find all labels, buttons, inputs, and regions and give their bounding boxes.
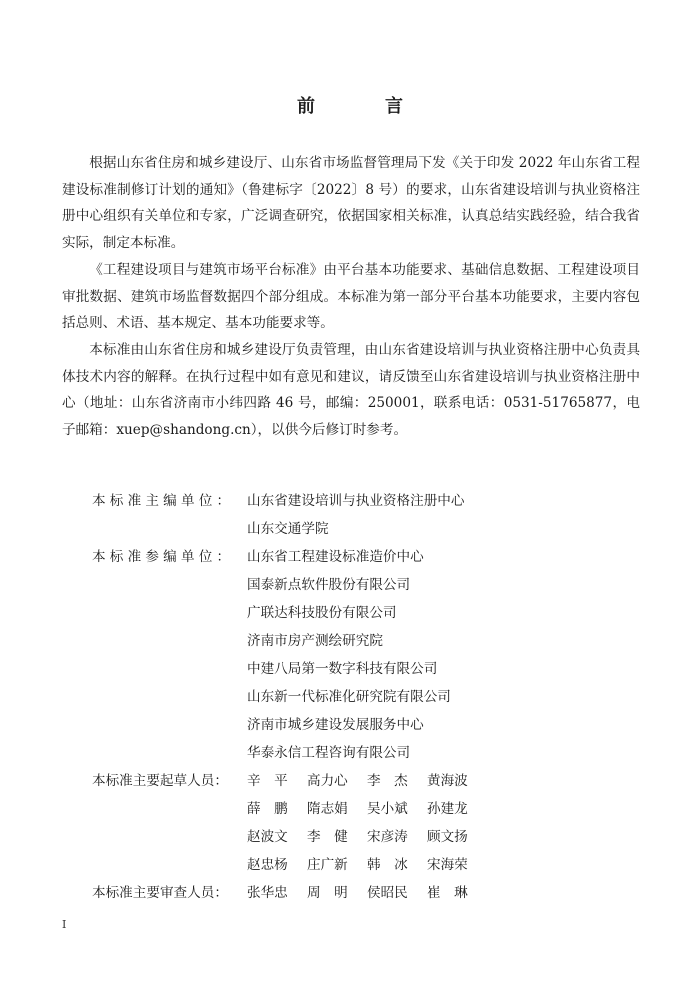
drafter-name: 李 健 xyxy=(307,829,348,845)
reviewer-name: 张华忠 xyxy=(247,885,288,901)
page-number: I xyxy=(62,918,67,931)
name-group xyxy=(247,767,487,795)
participating-unit: 国泰新点软件股份有限公司 xyxy=(247,577,411,593)
drafter-name: 辛 平 xyxy=(247,773,288,789)
drafters-row xyxy=(92,795,652,823)
drafters-row xyxy=(92,851,652,879)
reviewer-name: 周 明 xyxy=(307,885,348,901)
participating-unit-row xyxy=(92,683,652,711)
drafter-name: 庄广新 xyxy=(307,857,348,873)
drafter-name: 顾文扬 xyxy=(427,829,468,845)
participating-unit-row xyxy=(92,739,652,767)
reviewers-row xyxy=(92,879,652,907)
drafter-name: 赵波文 xyxy=(247,829,288,845)
chief-unit: 山东省建设培训与执业资格注册中心 xyxy=(247,493,465,509)
participating-unit: 中建八局第一数字科技有限公司 xyxy=(247,661,438,677)
drafter-name: 宋海荣 xyxy=(427,857,468,873)
reviewers-label: 本标准主要审查人员： xyxy=(92,885,228,901)
participating-unit: 济南市房产测绘研究院 xyxy=(247,633,383,649)
reviewer-name: 侯昭民 xyxy=(367,885,408,901)
drafters-row xyxy=(92,823,652,851)
drafter-name: 吴小斌 xyxy=(367,801,408,817)
name-group xyxy=(247,879,487,907)
participating-unit: 广联达科技股份有限公司 xyxy=(247,605,397,621)
paragraph-2: 《工程建设项目与建筑市场平台标准》由平台基本功能要求、基础信息数据、工程建设项目审批数据、建筑市场监督数据四个部分组成。本标准为第一部分平台基本功能要求，主要内容包括总则、术语、基本规定、基本功能要求等。 xyxy=(62,261,640,332)
participating-units-label: 本标准参编单位： xyxy=(92,549,235,565)
drafter-name: 孙建龙 xyxy=(427,801,468,817)
participating-unit-row xyxy=(92,571,652,599)
paragraph-3: 本标准由山东省住房和城乡建设厅负责管理，由山东省建设培训与执业资格注册中心负责具体技术内容的解释。在执行过程中如有意见和建议，请反馈至山东省建设培训与执业资格注册中心（地址：山东省济南市小纬四路 46 号，邮编：250001，联系电话：0531-51765877，电子邮箱：xuep@shandong.cn），以供今后修订时参考。 xyxy=(62,341,640,439)
drafter-name: 隋志娟 xyxy=(307,801,348,817)
participating-unit-row xyxy=(92,711,652,739)
drafters-label: 本标准主要起草人员： xyxy=(92,773,228,789)
drafter-name: 黄海波 xyxy=(427,773,468,789)
participating-unit: 济南市城乡建设发展服务中心 xyxy=(247,717,424,733)
participating-unit-row xyxy=(92,627,652,655)
chief-unit-row xyxy=(92,515,652,543)
participating-unit-row xyxy=(92,543,652,571)
credits-section xyxy=(92,487,652,907)
chief-unit-row xyxy=(92,487,652,515)
chief-unit: 山东交通学院 xyxy=(247,521,329,537)
name-group xyxy=(247,823,487,851)
participating-unit: 山东新一代标准化研究院有限公司 xyxy=(247,689,451,705)
participating-unit-row xyxy=(92,599,652,627)
participating-unit: 山东省工程建设标准造价中心 xyxy=(247,549,424,565)
participating-unit: 华泰永信工程咨询有限公司 xyxy=(247,745,411,761)
drafter-name: 薛 鹏 xyxy=(247,801,288,817)
drafter-name: 高力心 xyxy=(307,773,348,789)
name-group xyxy=(247,851,487,879)
drafter-name: 赵忠杨 xyxy=(247,857,288,873)
page-title: 前 言 xyxy=(297,96,429,117)
paragraph-1: 根据山东省住房和城乡建设厅、山东省市场监督管理局下发《关于印发 2022 年山东省工程建设标准制修订计划的通知》（鲁建标字〔2022〕8 号）的要求，山东省建设培训与执业资格注册中心组织有关单位和专家，广泛调查研究，依据国家相关标准，认真总结实践经验，结合我省实际，制定本标准。 xyxy=(62,155,640,252)
chief-units-label: 本标准主编单位： xyxy=(92,493,235,509)
name-group xyxy=(247,795,487,823)
drafters-row xyxy=(92,767,652,795)
reviewer-name: 崔 琳 xyxy=(427,885,468,901)
drafter-name: 韩 冰 xyxy=(367,857,408,873)
drafter-name: 宋彦涛 xyxy=(367,829,408,845)
drafter-name: 李 杰 xyxy=(367,773,408,789)
foreword-body xyxy=(62,150,640,444)
participating-unit-row xyxy=(92,655,652,683)
